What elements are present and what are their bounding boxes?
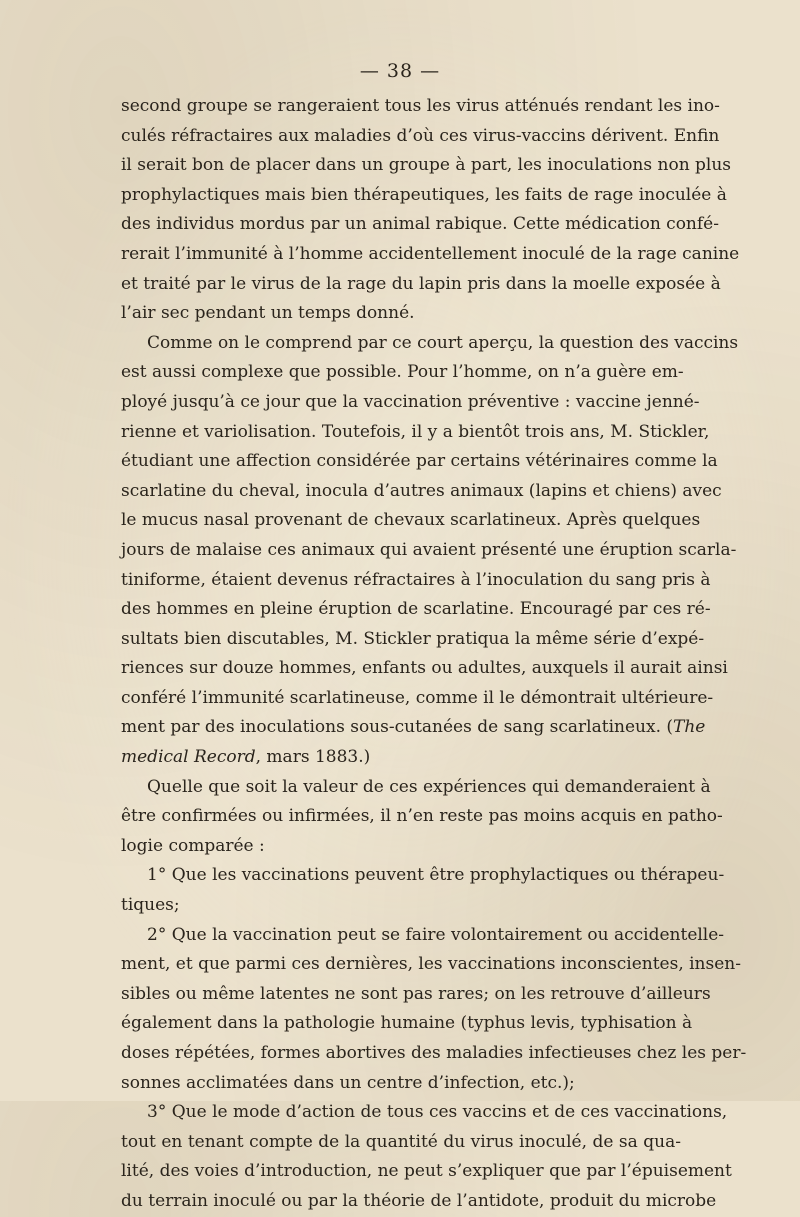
text-line [121,950,741,980]
text-line [121,1039,747,1069]
line-text: sultats bien discutables, M. Stickler pratiqua la même série d’expé- [121,628,705,649]
page-number: — 38 — [359,60,441,82]
line-text: également dans la pathologie humaine (typhus levis, typhisation à [121,1013,693,1034]
text-line [121,713,706,743]
text-line [121,1157,732,1187]
line-text: prophylactiques mais bien thérapeutiques, les faits de rage inoculée à [121,184,727,205]
text-line [121,477,722,507]
text-line [121,299,681,329]
text-line [121,92,720,122]
text-line [121,1069,681,1099]
text-line [121,447,718,477]
line-text: il serait bon de placer dans un groupe à part, les inoculations non plus [121,155,732,176]
line-text: des individus mordus par un animal rabique. Cette médication confé- [121,214,719,235]
line-text: 1° Que les vaccinations peuvent être prophylactiques ou thérapeu- [147,865,725,886]
line-text: culés réfractaires aux maladies d’où ces virus-vaccins dérivent. Enfin [121,125,720,146]
text-line [121,210,719,240]
text-line [121,506,701,536]
line-text: tiques; [121,895,180,916]
text-line [121,861,725,891]
line-text: rerait l’immunité à l’homme accidentellement inoculé de la rage canine [121,243,740,264]
line-text: tout en tenant compte de la quantité du virus inoculé, de sa qua- [121,1131,681,1152]
text-line [121,1009,693,1039]
line-text: étudiant une affection considérée par certains vétérinaires comme la [121,451,718,472]
text-line [121,773,711,803]
text-line [121,122,720,152]
text-line [121,1098,728,1128]
text-line [121,802,723,832]
line-text: et traité par le virus de la rage du lapin pris dans la moelle exposée à [121,273,721,294]
text-line [121,625,705,655]
text-line [121,329,739,359]
text-line [121,743,681,773]
text-line [121,1128,681,1158]
line-text: des hommes en pleine éruption de scarlatine. Encouragé par ces ré- [121,599,711,620]
text-line [121,566,711,596]
line-text: être confirmées ou infirmées, il n’en reste pas moins acquis en patho- [121,806,723,827]
line-text: lité, des voies d’introduction, ne peut s’expliquer que par l’épuisement [121,1161,732,1182]
line-text: 2° Que la vaccination peut se faire volontairement ou accidentelle- [147,924,725,945]
line-text-after: , mars 1883.) [255,747,371,768]
body-text [121,92,747,1217]
line-text: doses répétées, formes abortives des maladies infectieuses chez les per- [121,1043,747,1063]
text-line [121,536,737,566]
line-text: rienne et variolisation. Toutefois, il y a bientôt trois ans, M. Stickler, [121,421,710,442]
line-text: logie comparée : [121,835,265,856]
line-text: ment par des inoculations sous-cutanées de sang scarlatineux. ( [121,717,674,738]
text-line [121,980,711,1010]
text-line [121,891,681,921]
line-text: tiniforme, étaient devenus réfractaires à l’inoculation du sang pris à [121,569,711,590]
line-text: est aussi complexe que possible. Pour l’homme, on n’a guère em- [121,362,684,383]
line-text: riences sur douze hommes, enfants ou adultes, auxquels il aurait ainsi [121,658,728,679]
text-line [121,181,727,211]
text-line [121,921,725,951]
line-text: Comme on le comprend par ce court aperçu, la question des vaccins [147,332,739,353]
text-line [121,654,728,684]
text-line [121,358,684,388]
text-line [121,388,700,418]
line-text: ment, et que parmi ces dernières, les vaccinations inconscientes, insen- [121,954,741,975]
text-line [121,684,714,714]
line-text: le mucus nasal provenant de chevaux scarlatineux. Après quelques [121,510,701,531]
text-line [121,151,732,181]
text-line [121,832,681,862]
line-text: sonnes acclimatées dans un centre d’infection, etc.); [121,1072,575,1093]
line-text: du terrain inoculé ou par la théorie de l’antidote, produit du microbe [121,1190,717,1211]
line-text: sibles ou même latentes ne sont pas rares; on les retrouve d’ailleurs [121,983,711,1004]
text-line [121,418,710,448]
line-text: scarlatine du cheval, inocula d’autres animaux (lapins et chiens) avec [121,480,722,501]
line-text: ployé jusqu’à ce jour que la vaccination préventive : vaccine jenné- [121,391,700,412]
line-text: jours de malaise ces animaux qui avaient présenté une éruption scarla- [121,539,737,560]
text-line [121,270,721,300]
line-text: second groupe se rangeraient tous les virus atténués rendant les ino- [121,96,720,116]
line-text: 3° Que le mode d’action de tous ces vaccins et de ces vaccinations, [147,1102,728,1123]
line-text: conféré l’immunité scarlatineuse, comme il le démontrait ultérieure- [121,687,714,708]
line-text: l’air sec pendant un temps donné. [121,303,415,324]
text-line [121,240,740,270]
text-line [121,1187,717,1217]
italic-citation: The [673,717,706,738]
text-line [121,595,711,625]
italic-citation: medical Record [121,747,256,768]
line-text: Quelle que soit la valeur de ces expériences qui demanderaient à [147,776,711,797]
